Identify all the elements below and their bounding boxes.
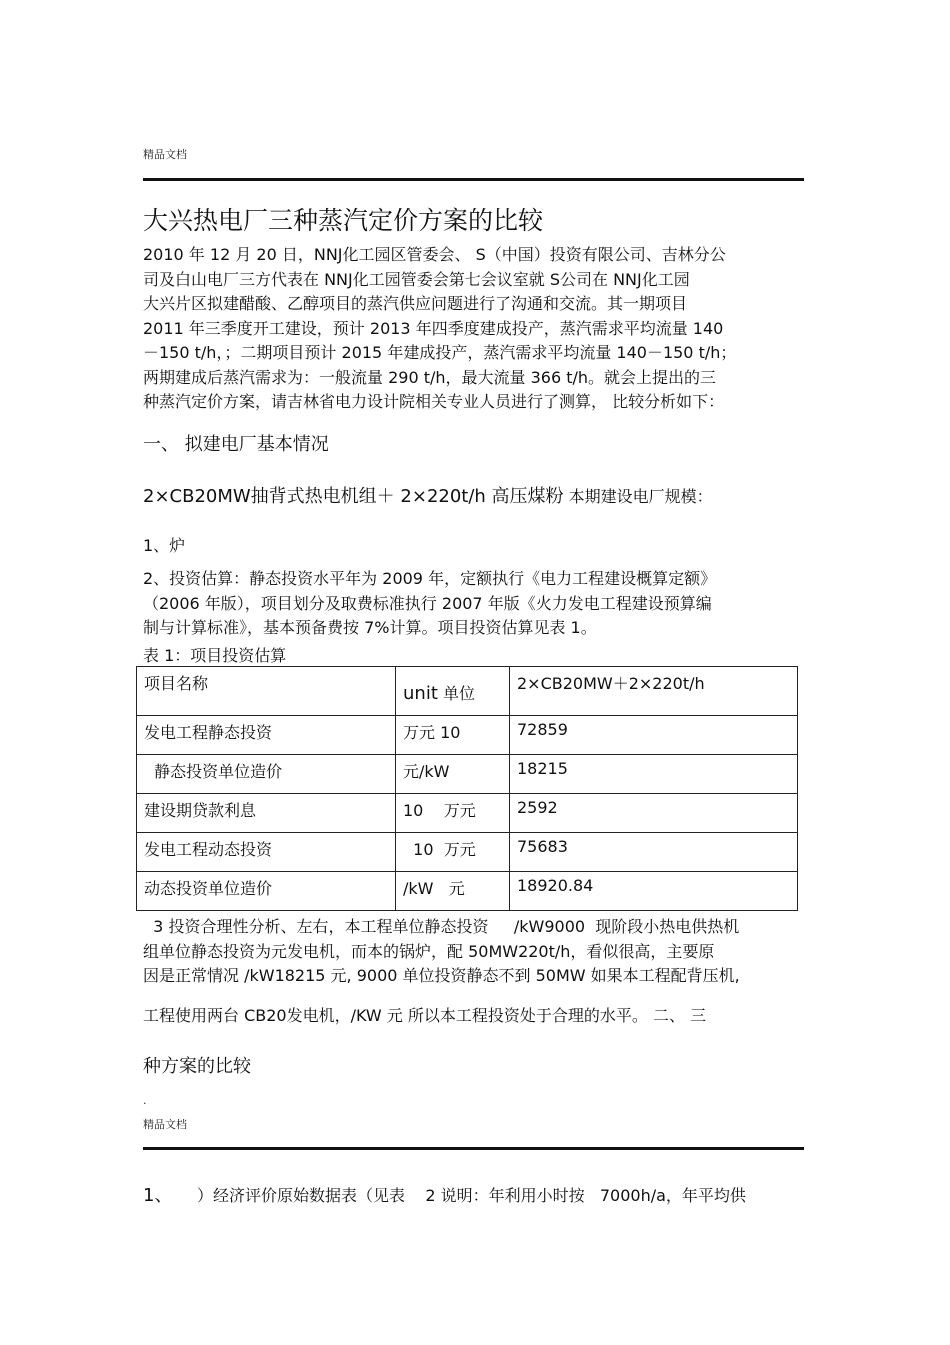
bottom-line (143, 1181, 746, 1207)
cell-value: 2592 (510, 794, 798, 833)
table-row (137, 755, 798, 794)
cell-unit: 10 万元 (396, 833, 510, 872)
item-3-line: 组单位静态投资为元发电机，而本的锅炉，配 50MW220t/h，看似很高，主要原 (143, 941, 715, 961)
page-title: 大兴热电厂三种蒸汽定价方案的比较 (143, 206, 544, 235)
cell-unit: /kW 元 (396, 872, 510, 911)
plant-scale-line (143, 482, 713, 508)
item-3-line: 3 投资合理性分析、左右，本工程单位静态投资 /kW9000 现阶段小热电供热机 (143, 917, 740, 936)
cell-value: 18920.84 (510, 872, 798, 911)
item-2-line: 制与计算标准》，基本预备费按 7%计算。项目投资估算见表 1。 (143, 618, 597, 637)
header-rule (143, 178, 804, 181)
plant-scale-tail: 本期建设电厂规模： (568, 487, 713, 506)
item-1: 1、炉 (143, 536, 186, 555)
footer-label: 精品文档 (143, 1118, 187, 1131)
intro-line: 2011 年三季度开工建设，预计 2013 年四季度建成投产，蒸汽需求平均流量 140 (143, 318, 724, 338)
bottom-line-text: ）经济评价原始数据表（见表 2 说明：年利用小时按 7000h/a，年平均供 (197, 1186, 746, 1205)
intro-line: 种蒸汽定价方案，请吉林省电力设计院相关专业人员进行了测算， 比较分析如下： (143, 392, 725, 411)
cell-item: 发电工程动态投资 (137, 833, 396, 872)
table-row (137, 872, 798, 911)
cell-value: 18215 (510, 755, 798, 794)
table-row (137, 794, 798, 833)
table-header-row (137, 667, 798, 716)
cell-unit: 元/kW (396, 755, 510, 794)
section-heading-1: 一、 拟建电厂基本情况 (143, 434, 329, 455)
cell-item: 动态投资单位造价 (137, 872, 396, 911)
intro-line: 2010 年 12 月 20 日，NNJ化工园区管委会、 S（中国）投资有限公司、吉林分公 (143, 245, 726, 264)
table-caption: 表 1：项目投资估算 (143, 646, 287, 665)
intro-line: 大兴片区拟建醋酸、乙醇项目的蒸汽供应问题进行了沟通和交流。其一期项目 (143, 294, 688, 313)
footer-rule (143, 1147, 804, 1150)
section-heading-2-cont: 种方案的比较 (143, 1056, 251, 1077)
plant-scale-main: 2×CB20MW抽背式热电机组＋ 2×220t/h 高压煤粉 (143, 486, 564, 507)
header-cell-name: 项目名称 (137, 667, 396, 716)
item-3-last-line: 工程使用两台 CB20发电机，/KW 元 所以本工程投资处于合理的水平。 二、 三 (143, 1006, 707, 1025)
item-2-line: （2006 年版），项目划分及取费标准执行 2007 年版《火力发电工程建设预算编 (143, 593, 712, 613)
cell-value: 72859 (510, 716, 798, 755)
intro-paragraph (143, 243, 813, 415)
intro-line: －150 t/h，；二期项目预计 2015 年建成投产，蒸汽需求平均流量 140－150 t/h； (143, 343, 737, 362)
table-row (137, 833, 798, 872)
item-2-line: 2、投资估算：静态投资水平年为 2009 年，定额执行《电力工程建设概算定额》 (143, 569, 717, 588)
item-3-paragraph (143, 915, 813, 989)
cell-unit: 万元 10 (396, 716, 510, 755)
bottom-line-number: 1、 (143, 1185, 173, 1206)
cell-item: 静态投资单位造价 (137, 755, 396, 794)
intro-line: 两期建成后蒸汽需求为：一般流量 290 t/h，最大流量 366 t/h。就会上提出的三 (143, 367, 717, 387)
item-3-line: 因是正常情况 /kW18215 元, 9000 单位投资静态不到 50MW 如果本工程配背压机, (143, 966, 740, 985)
header-cell-value: 2×CB20MW＋2×220t/h (510, 667, 798, 716)
cell-value: 75683 (510, 833, 798, 872)
table-row (137, 716, 798, 755)
cell-unit: 10 万元 (396, 794, 510, 833)
page-dot: . (143, 1094, 147, 1107)
investment-table (136, 666, 798, 911)
cell-item: 发电工程静态投资 (137, 716, 396, 755)
header-cell-unit: unit 单位 (396, 667, 510, 716)
header-label: 精品文档 (143, 148, 187, 161)
intro-line: 司及白山电厂三方代表在 NNJ化工园管委会第七会议室就 S公司在 NNJ化工园 (143, 269, 690, 289)
item-2-paragraph (143, 567, 813, 641)
cell-item: 建设期贷款利息 (137, 794, 396, 833)
